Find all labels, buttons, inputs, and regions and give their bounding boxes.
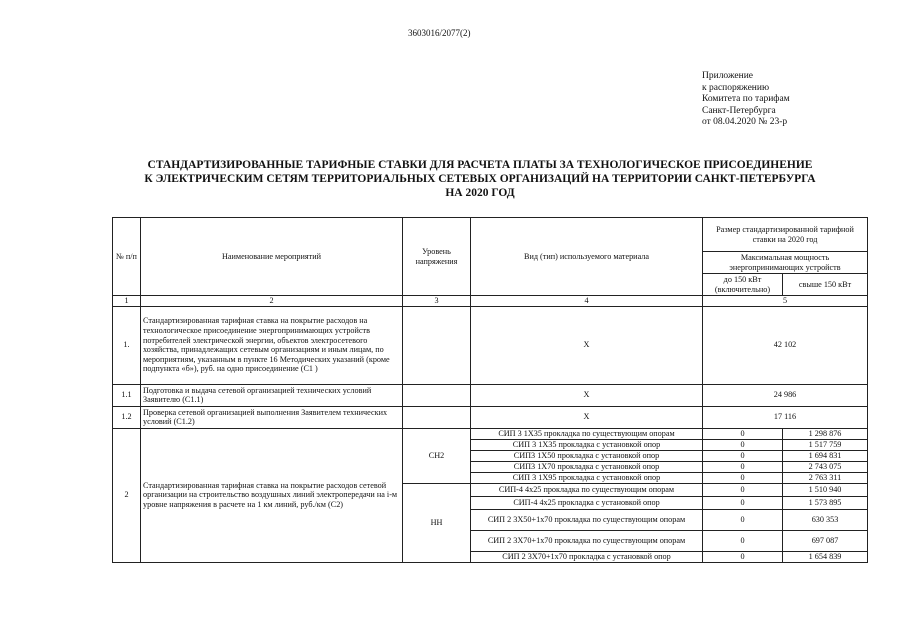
row-value: 17 116 <box>703 406 868 428</box>
col-number: 2 <box>141 296 403 307</box>
row-value-over-150: 2 763 311 <box>783 472 868 483</box>
row-voltage: СН2 <box>403 428 471 483</box>
row-description: Проверка сетевой организацией выполнения Заявителем технических условий (С1.2) <box>141 406 403 428</box>
row-voltage: НН <box>403 483 471 562</box>
row-material: СИП 3 1Х35 прокладка по существующим опорам <box>471 428 703 439</box>
table-row <box>113 384 868 406</box>
appendix-line: Санкт-Петербурга <box>702 105 776 116</box>
row-value-over-150: 1 510 940 <box>783 483 868 496</box>
row-description-tail: руб. на одно присоединение (С1 ) <box>200 364 318 374</box>
header-over-150: свыше 150 кВт <box>783 274 868 296</box>
row-num: 1.1 <box>113 384 141 406</box>
row-material: СИП 3 1Х95 прокладка с установкой опор <box>471 472 703 483</box>
row-voltage <box>403 406 471 428</box>
document-title <box>60 158 900 200</box>
header-row <box>113 218 868 252</box>
row-value-over-150: 697 087 <box>783 530 868 551</box>
row-material: Х <box>471 384 703 406</box>
row-material: Х <box>471 306 703 384</box>
row-value-up-to-150: 0 <box>703 509 783 530</box>
row-num: 1.2 <box>113 406 141 428</box>
row-voltage <box>403 384 471 406</box>
row-material: СИП3 1Х50 прокладка с установкой опор <box>471 450 703 461</box>
row-num: 2 <box>113 428 141 562</box>
row-value-up-to-150: 0 <box>703 461 783 472</box>
row-description-text: Стандартизированная тарифная ставка на покрытие расходов на технологическое присоединение энергопринимающих устройств потребителей электрической энергии, объектов электросетевого хозяйства, принадлежащих сетевым организациям и иным лицам, по мероприятиям, указанным в пункте 16 Методических указаний (кроме подпункта «б»), <box>143 316 390 374</box>
row-value-over-150: 1 298 876 <box>783 428 868 439</box>
title-line: К ЭЛЕКТРИЧЕСКИМ СЕТЯМ ТЕРРИТОРИАЛЬНЫХ СЕТЕВЫХ ОРГАНИЗАЦИЙ НА ТЕРРИТОРИИ САНКТ-ПЕТЕРБУРГА <box>144 173 816 185</box>
col-number: 1 <box>113 296 141 307</box>
row-value-up-to-150: 0 <box>703 551 783 562</box>
appendix-block <box>702 71 790 129</box>
col-number: 5 <box>703 296 868 307</box>
header-material: Вид (тип) используемого материала <box>471 218 703 296</box>
document-number: 3603016/2077(2) <box>408 28 471 38</box>
appendix-line: к распоряжению <box>702 82 770 93</box>
row-value-up-to-150: 0 <box>703 483 783 496</box>
row-value-over-150: 1 573 895 <box>783 496 868 509</box>
appendix-line: Приложение <box>702 71 753 81</box>
row-description <box>141 306 403 384</box>
col-number: 4 <box>471 296 703 307</box>
table-row <box>113 406 868 428</box>
row-value-up-to-150: 0 <box>703 428 783 439</box>
row-material: Х <box>471 406 703 428</box>
header-rate-title: Размер стандартизированной тарифной ставки на 2020 год <box>703 218 868 252</box>
row-value-up-to-150: 0 <box>703 472 783 483</box>
appendix-line: от 08.04.2020 № 23-р <box>702 117 788 127</box>
table-row <box>113 306 868 384</box>
row-value: 24 986 <box>703 384 868 406</box>
header-name: Наименование мероприятий <box>141 218 403 296</box>
row-value-over-150: 2 743 075 <box>783 461 868 472</box>
row-material: СИП 2 3Х70+1х70 прокладка с установкой опор <box>471 551 703 562</box>
row-value-over-150: 630 353 <box>783 509 868 530</box>
row-material: СИП3 1Х70 прокладка с установкой опор <box>471 461 703 472</box>
title-line: НА 2020 ГОД <box>445 187 515 199</box>
row-value-over-150: 1 694 831 <box>783 450 868 461</box>
header-num: № п/п <box>113 218 141 296</box>
header-up-to-150: до 150 кВт (включительно) <box>703 274 783 296</box>
row-value-up-to-150: 0 <box>703 450 783 461</box>
row-voltage <box>403 306 471 384</box>
row-material: СИП 2 3Х50+1х70 прокладка по существующим опорам <box>471 509 703 530</box>
row-description: Стандартизированная тарифная ставка на покрытие расходов сетевой организации на строительство воздушных линий электропередачи на i-м уровне напряжения в расчете на 1 км линий, руб./км (С2) <box>141 428 403 562</box>
column-number-row <box>113 296 868 307</box>
table-row <box>113 428 868 439</box>
row-description: Подготовка и выдача сетевой организацией технических условий Заявителю (С1.1) <box>141 384 403 406</box>
row-material: СИП-4 4х25 прокладка по существующим опорам <box>471 483 703 496</box>
row-material: СИП-4 4х25 прокладка с установкой опор <box>471 496 703 509</box>
title-line: СТАНДАРТИЗИРОВАННЫЕ ТАРИФНЫЕ СТАВКИ ДЛЯ РАСЧЕТА ПЛАТЫ ЗА ТЕХНОЛОГИЧЕСКОЕ ПРИСОЕДИНЕНИЕ <box>147 159 813 171</box>
row-num: 1. <box>113 306 141 384</box>
row-material: СИП 3 1Х35 прокладка с установкой опор <box>471 439 703 450</box>
header-voltage: Уровень напряжения <box>403 218 471 296</box>
row-value: 42 102 <box>703 306 868 384</box>
tariff-table <box>112 217 868 563</box>
header-max-power: Максимальная мощность энергопринимающих устройств <box>703 252 868 274</box>
row-value-up-to-150: 0 <box>703 530 783 551</box>
row-value-up-to-150: 0 <box>703 439 783 450</box>
row-material: СИП 2 3Х70+1х70 прокладка по существующим опорам <box>471 530 703 551</box>
col-number: 3 <box>403 296 471 307</box>
appendix-line: Комитета по тарифам <box>702 94 790 104</box>
row-value-over-150: 1 517 759 <box>783 439 868 450</box>
row-value-over-150: 1 654 839 <box>783 551 868 562</box>
row-value-up-to-150: 0 <box>703 496 783 509</box>
